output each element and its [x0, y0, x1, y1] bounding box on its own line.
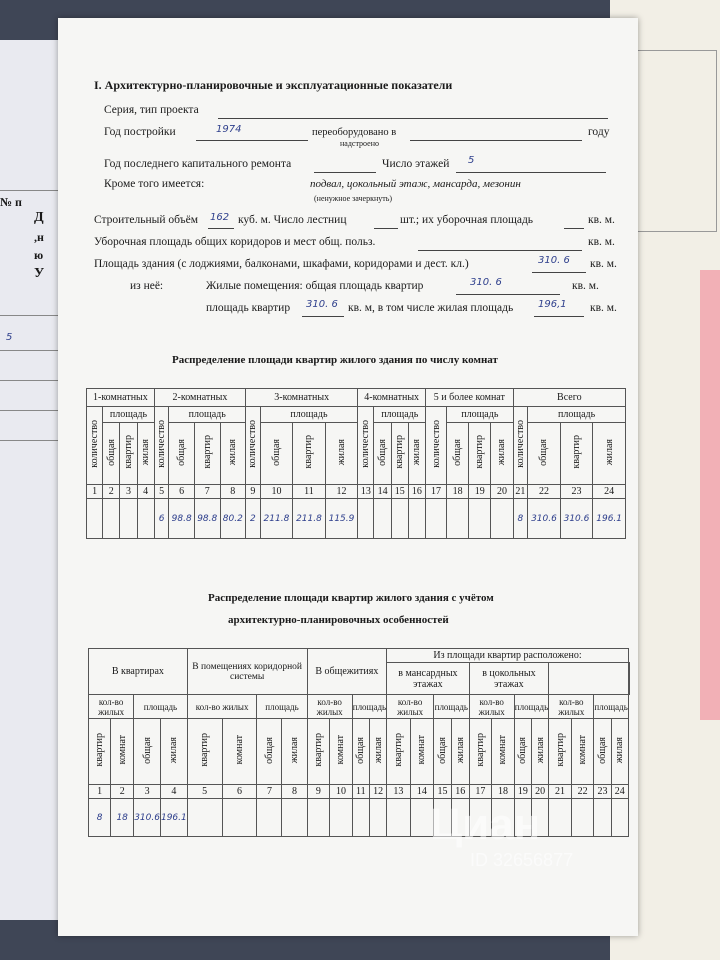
- table2-col-number: 21: [549, 785, 572, 799]
- watermark-brand: Циан: [430, 800, 541, 849]
- table2-title-line1: Распределение площади квартир жилого здания с учётом: [208, 592, 494, 604]
- year-built-label: Год постройки: [104, 126, 176, 138]
- table2-col-number: 2: [111, 785, 134, 799]
- table1-sub-label: жилая: [496, 438, 508, 466]
- table2-rot-label: квартир: [312, 733, 324, 767]
- table1-col-number: 24: [593, 485, 626, 499]
- table2-group-corridor: В помещениях коридорной системы: [187, 649, 307, 695]
- table2-col-number: 8: [282, 785, 307, 799]
- table2-rot-label: комнат: [116, 735, 128, 765]
- living-label: Жилые помещения: общая площадь квартир: [206, 280, 424, 292]
- table1-area-label: площадь: [260, 407, 358, 423]
- left-fragment-text: Д: [34, 210, 44, 225]
- left-fragment-text: № п: [0, 195, 22, 209]
- table2-value-cell: 8: [89, 799, 111, 837]
- table2-rot-label: комнат: [335, 735, 347, 765]
- table2-area-label: площадь: [514, 695, 548, 719]
- volume-line: [208, 228, 234, 229]
- table2-value-cell: [307, 799, 330, 837]
- table1-qty-label: количество: [360, 420, 372, 468]
- series-line: [218, 118, 608, 119]
- table2-col-number: 7: [257, 785, 282, 799]
- table2-area-label: площадь: [434, 695, 470, 719]
- table1-value-cell: [87, 499, 103, 539]
- flat-area-mid: кв. м, в том числе жилая площадь: [348, 302, 514, 314]
- table1-col-number: 23: [560, 485, 593, 499]
- corridor-unit: кв. м.: [588, 236, 615, 248]
- table2-col-number: 18: [492, 785, 515, 799]
- table1-col-number: 15: [391, 485, 408, 499]
- table1-value-cell: [120, 499, 137, 539]
- table1-sub-label: жилая: [603, 438, 615, 466]
- table1-value-cell: 8: [513, 499, 528, 539]
- rooms-distribution-table: [86, 388, 626, 539]
- table2-kolvo-label: кол-во жилых: [307, 695, 352, 719]
- table2-value-cell: [187, 799, 222, 837]
- table1-sub-label: квартир: [474, 435, 486, 469]
- table2-subgroup-attic: в мансардных этажах: [387, 663, 469, 695]
- table1-qty-label: количество: [156, 420, 168, 468]
- table1-col-number: 17: [426, 485, 447, 499]
- corridor-line: [418, 250, 582, 251]
- table2-col-number: 14: [410, 785, 433, 799]
- table1-group-2room: 2-комнатных: [154, 389, 245, 407]
- rebuilt-line: [410, 140, 582, 141]
- table2-col-number: 9: [307, 785, 330, 799]
- table2-col-number: 17: [469, 785, 492, 799]
- table2-rot-label: квартир: [392, 733, 404, 767]
- table2-rot-label: квартир: [94, 733, 106, 767]
- table1-value-cell: 80.2: [220, 499, 246, 539]
- table1-value-cell: [426, 499, 447, 539]
- table2-kolvo-label: кол-во жилых: [187, 695, 257, 719]
- right-sheet-plan: [700, 270, 720, 720]
- area-label: Площадь здания (с лоджиями, балконами, шкафами, коридорами и дест. кл.): [94, 258, 469, 270]
- table2-rot-label: квартир: [199, 733, 211, 767]
- table2-rot-label: общая: [517, 736, 529, 764]
- table1-sub-label: квартир: [571, 435, 582, 469]
- table1-qty-label: количество: [514, 420, 526, 468]
- series-label: Серия, тип проекта: [104, 104, 199, 116]
- volume-value: 162: [210, 212, 230, 223]
- document-page: [58, 18, 638, 936]
- table2-area-label: площадь: [134, 695, 188, 719]
- table1-col-number: 13: [358, 485, 374, 499]
- flat-area-line: [302, 316, 344, 317]
- table2-col-number: 6: [222, 785, 257, 799]
- table1-sub-label: общая: [538, 438, 550, 466]
- table2-value-cell: 310.6: [134, 799, 161, 837]
- table1-value-cell: 98.8: [169, 499, 195, 539]
- table1-col-number: 2: [103, 485, 120, 499]
- table2-col-number: 3: [134, 785, 161, 799]
- table2-subgroup-blank: [549, 663, 629, 695]
- year-built-value: 1974: [216, 124, 242, 135]
- table1-col-number: 4: [137, 485, 154, 499]
- area-value: 310. 6: [538, 255, 570, 266]
- table2-col-number: 13: [387, 785, 410, 799]
- besides-note: (ненужное зачеркнуть): [314, 194, 393, 203]
- table1-sub-label: жилая: [411, 438, 423, 466]
- table2-group-dorm: В общежитиях: [307, 649, 387, 695]
- table1-col-number: 6: [169, 485, 195, 499]
- table1-area-label: площадь: [447, 407, 514, 423]
- table2-rot-label: общая: [141, 736, 153, 764]
- table2-rot-label: жилая: [614, 736, 626, 764]
- table1-value-cell: 211.8: [260, 499, 293, 539]
- table1-group-1room: 1-комнатных: [87, 389, 155, 407]
- table1-value-cell: 6: [154, 499, 169, 539]
- table1-value-cell: [374, 499, 391, 539]
- flat-living-value: 196,1: [538, 299, 567, 310]
- table1-sub-label: жилая: [336, 438, 347, 466]
- table2-rot-label: комнат: [416, 735, 428, 765]
- year-built-line: [196, 140, 308, 141]
- table2-col-number: 22: [571, 785, 594, 799]
- table2-kolvo-label: кол-во жилых: [469, 695, 514, 719]
- repair-label: Год последнего капитального ремонта: [104, 158, 292, 170]
- table1-col-number: 1: [87, 485, 103, 499]
- table2-col-number: 10: [330, 785, 353, 799]
- table1-group-3room: 3-комнатных: [246, 389, 358, 407]
- table2-rot-label: общая: [263, 736, 275, 764]
- table1-qty-label: количество: [89, 420, 101, 468]
- area-line: [532, 272, 586, 273]
- table1-value-cell: [408, 499, 425, 539]
- table1-col-number: 11: [293, 485, 326, 499]
- table1-value-cell: 196.1: [593, 499, 626, 539]
- table2-area-label: площадь: [257, 695, 307, 719]
- table1-sub-label: общая: [452, 438, 464, 466]
- table1-value-cell: [469, 499, 491, 539]
- table2-rot-label: жилая: [454, 736, 466, 764]
- table2-area-label: площадь: [594, 695, 628, 719]
- table2-area-label: площадь: [352, 695, 386, 719]
- table1-group-4room: 4-комнатных: [358, 389, 426, 407]
- table2-col-number: 1: [89, 785, 111, 799]
- table2-col-number: 16: [451, 785, 469, 799]
- table1-sub-label: квартир: [122, 435, 134, 469]
- table2-value-cell: [369, 799, 386, 837]
- corridor-label: Уборочная площадь общих коридоров и мест общ. польз.: [94, 236, 376, 248]
- table1-value-cell: 211.8: [293, 499, 326, 539]
- table1-col-number: 18: [447, 485, 469, 499]
- table2-value-cell: [257, 799, 282, 837]
- stairs-area-line: [564, 228, 584, 229]
- table2-kolvo-label: кол-во жилых: [387, 695, 434, 719]
- flat-living-line: [534, 316, 584, 317]
- table2-value-cell: [352, 799, 369, 837]
- table2-col-number: 4: [160, 785, 187, 799]
- table2-rot-label: жилая: [534, 736, 546, 764]
- table2-col-number: 12: [369, 785, 386, 799]
- table2-title-line2: архитектурно-планировочных особенностей: [228, 614, 449, 626]
- table1-sub-label: общая: [176, 438, 188, 466]
- rebuilt-sub: надстроено: [340, 139, 379, 148]
- table2-rot-label: общая: [436, 736, 448, 764]
- flat-area-label: площадь квартир: [206, 302, 291, 314]
- section-title: I. Архитектурно-планировочные и эксплуатационные показатели: [94, 78, 453, 92]
- table2-rot-label: комнат: [234, 735, 245, 765]
- table1-sub-label: общая: [377, 438, 389, 466]
- table1-sub-label: общая: [270, 438, 282, 466]
- table1-qty-label: количество: [430, 420, 442, 468]
- table1-col-number: 20: [491, 485, 513, 499]
- table1-area-label: площадь: [169, 407, 246, 423]
- table2-value-cell: [222, 799, 257, 837]
- left-fragment-text: У: [34, 266, 45, 281]
- table1-sub-label: общая: [105, 438, 117, 466]
- table1-value-cell: [391, 499, 408, 539]
- table1-sub-label: квартир: [394, 435, 406, 469]
- left-fragment-text: ,н: [34, 230, 44, 244]
- table1-col-number: 8: [220, 485, 246, 499]
- table2-rot-label: комнат: [497, 735, 509, 765]
- table1-area-label: площадь: [103, 407, 155, 423]
- table2-col-number: 20: [532, 785, 549, 799]
- table2-kolvo-label: кол-во жилых: [549, 695, 594, 719]
- table1-area-label: площадь: [374, 407, 426, 423]
- flat-living-unit: кв. м.: [590, 302, 617, 314]
- living-value: 310. 6: [470, 277, 502, 288]
- table2-col-number: 15: [434, 785, 452, 799]
- area-unit: кв. м.: [590, 258, 617, 270]
- table1-col-number: 10: [260, 485, 293, 499]
- table1-sub-label: квартир: [201, 435, 213, 469]
- table1-value-cell: [491, 499, 513, 539]
- floors-line: [456, 172, 606, 173]
- table2-kolvo-label: кол-во жилых: [89, 695, 134, 719]
- table2-super-group: Из площади квартир расположено:: [387, 649, 629, 663]
- table1-col-number: 21: [513, 485, 528, 499]
- table1-col-number: 16: [408, 485, 425, 499]
- table2-subgroup-blank: [628, 663, 629, 695]
- watermark-id: ID 32656877: [470, 850, 574, 870]
- table2-col-number: 24: [611, 785, 628, 799]
- table1-qty-label: количество: [247, 420, 259, 468]
- table2-value-cell: 196.1: [160, 799, 187, 837]
- volume-label-b: куб. м. Число лестниц: [238, 214, 347, 226]
- table2-rot-label: комнат: [577, 735, 589, 765]
- left-fragment: [0, 190, 60, 490]
- table2-rot-label: квартир: [474, 733, 486, 767]
- of-which-label: из неё:: [130, 280, 164, 292]
- table1-col-number: 22: [528, 485, 561, 499]
- left-fragment-text: ю: [34, 248, 44, 262]
- table2-rot-label: жилая: [289, 736, 300, 764]
- living-unit: кв. м.: [572, 280, 599, 292]
- table2-value-cell: [387, 799, 410, 837]
- table1-group-total: Всего: [513, 389, 625, 407]
- table1-sub-label: жилая: [140, 438, 152, 466]
- besides-label: Кроме того имеется:: [104, 178, 205, 190]
- table1-value-cell: 115.9: [325, 499, 358, 539]
- table1-sub-label: квартир: [303, 435, 315, 469]
- table1-group-5room: 5 и более комнат: [426, 389, 514, 407]
- table2-col-number: 23: [594, 785, 611, 799]
- table1-value-cell: 310.6: [560, 499, 593, 539]
- table1-value-cell: 2: [246, 499, 261, 539]
- table2-value-cell: [282, 799, 307, 837]
- table1-sub-label: жилая: [227, 438, 239, 466]
- table2-value-cell: [330, 799, 353, 837]
- table1-value-cell: [358, 499, 374, 539]
- table2-col-number: 5: [187, 785, 222, 799]
- table2-value-cell: 18: [111, 799, 134, 837]
- table2-rot-label: общая: [597, 736, 609, 764]
- flat-area-value: 310. 6: [306, 299, 338, 310]
- table1-col-number: 12: [325, 485, 358, 499]
- table1-value-cell: 98.8: [194, 499, 220, 539]
- besides-options: подвал, цокольный этаж, мансарда, мезонин: [310, 178, 521, 190]
- table1-col-number: 14: [374, 485, 391, 499]
- table1-value-cell: [103, 499, 120, 539]
- volume-label: Строительный объём: [94, 214, 199, 226]
- repair-line: [314, 172, 376, 173]
- table1-col-number: 3: [120, 485, 137, 499]
- table2-rot-label: жилая: [372, 736, 384, 764]
- rebuilt-label: переоборудовано в: [312, 127, 397, 138]
- table1-value-cell: [137, 499, 154, 539]
- table1-col-number: 19: [469, 485, 491, 499]
- floors-value: 5: [468, 155, 475, 166]
- table1-col-number: 7: [194, 485, 220, 499]
- table2-col-number: 11: [352, 785, 369, 799]
- table2-rot-label: общая: [355, 736, 367, 764]
- left-row-mark: 5: [6, 332, 13, 343]
- table1-value-cell: 310.6: [528, 499, 561, 539]
- year-suffix: году: [588, 126, 610, 138]
- volume-label-c: шт.; их уборочная площадь: [400, 214, 534, 226]
- table2-subgroup-basement: в цокольных этажах: [469, 663, 549, 695]
- table2-rot-label: квартир: [554, 733, 566, 767]
- table1-area-label: площадь: [528, 407, 626, 423]
- table2-rot-label: жилая: [168, 736, 180, 764]
- table1-value-cell: [447, 499, 469, 539]
- living-line: [456, 294, 560, 295]
- floors-label: Число этажей: [382, 158, 450, 170]
- table2-group-flats: В квартирах: [89, 649, 188, 695]
- table1-col-number: 9: [246, 485, 261, 499]
- table1-title: Распределение площади квартир жилого здания по числу комнат: [172, 354, 498, 366]
- table1-col-number: 5: [154, 485, 169, 499]
- stairs-line: [374, 228, 398, 229]
- volume-label-d: кв. м.: [588, 214, 615, 226]
- table2-col-number: 19: [514, 785, 531, 799]
